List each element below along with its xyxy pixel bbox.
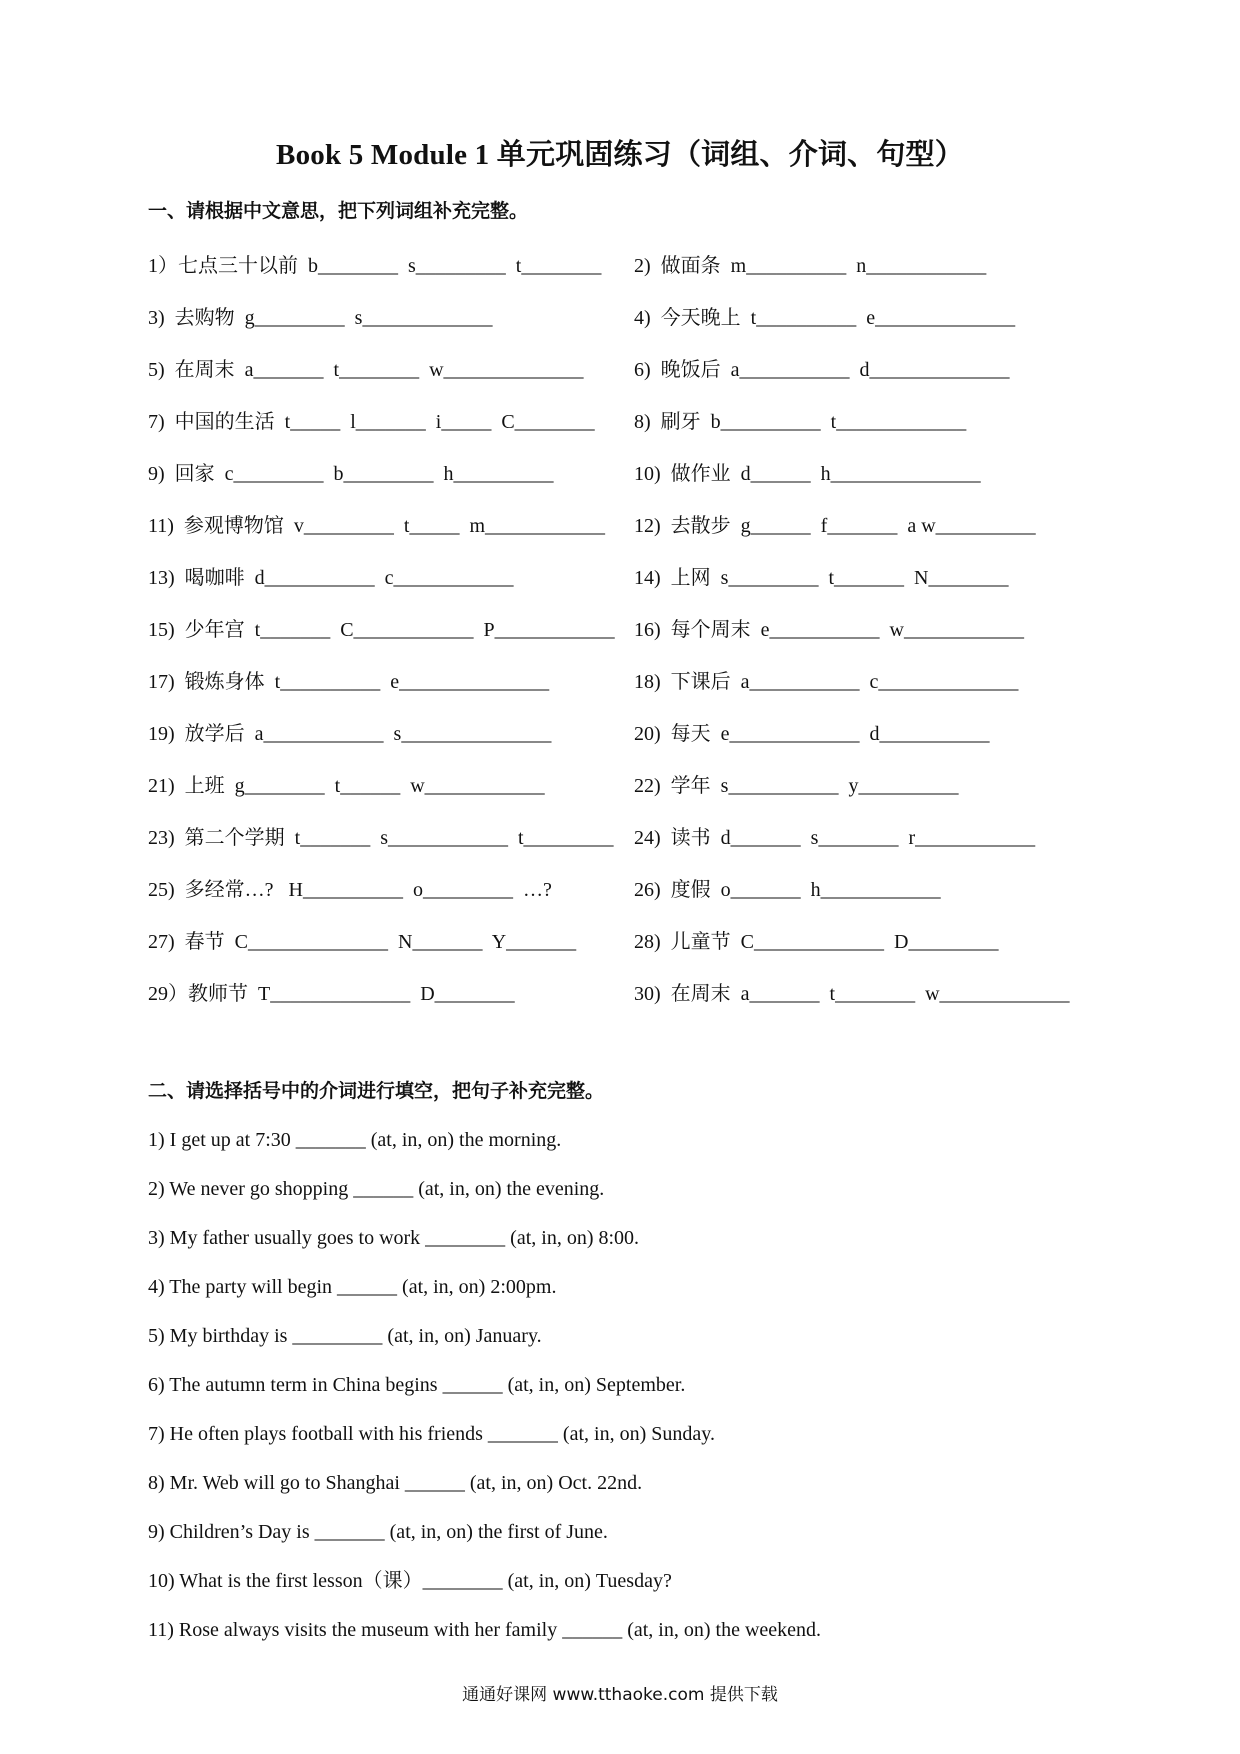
phrase-item: 28) 儿童节 C_____________ D_________ — [634, 931, 999, 953]
section2-heading: 二、请选择括号中的介词进行填空，把句子补充完整。 — [148, 1081, 605, 1102]
sentence-item: 7) He often plays football with his friends _______ (at, in, on) Sunday. — [148, 1423, 715, 1445]
sentence-item: 5) My birthday is _________ (at, in, on) January. — [148, 1325, 542, 1347]
phrase-item: 30) 在周末 a_______ t________ w_____________ — [634, 983, 1070, 1005]
sentence-item: 2) We never go shopping ______ (at, in, on) the evening. — [148, 1178, 605, 1200]
sentence-item: 6) The autumn term in China begins ______ (at, in, on) September. — [148, 1374, 686, 1396]
phrase-item: 26) 度假 o_______ h____________ — [634, 879, 941, 901]
phrase-item: 16) 每个周末 e___________ w____________ — [634, 619, 1024, 641]
phrase-item: 1）七点三十以前 b________ s_________ t________ — [148, 255, 602, 277]
phrase-item: 7) 中国的生活 t_____ l_______ i_____ C________ — [148, 411, 595, 433]
sentence-item: 3) My father usually goes to work ________ (at, in, on) 8:00. — [148, 1227, 640, 1249]
phrase-item: 27) 春节 C______________ N_______ Y_______ — [148, 931, 577, 953]
phrase-item: 6) 晚饭后 a___________ d______________ — [634, 359, 1010, 381]
phrase-exercise-list — [148, 252, 1108, 1032]
phrase-item: 23) 第二个学期 t_______ s____________ t_________ — [148, 827, 614, 849]
phrase-item: 11) 参观博物馆 v_________ t_____ m____________ — [148, 515, 606, 537]
section1-heading: 一、请根据中文意思，把下列词组补充完整。 — [148, 201, 529, 222]
phrase-item: 17) 锻炼身体 t__________ e_______________ — [148, 671, 550, 693]
preposition-exercise-list — [148, 1126, 1128, 1665]
page-title: Book 5 Module 1 单元巩固练习（词组、介词、句型） — [276, 139, 964, 171]
sentence-item: 10) What is the first lesson（课）________ (at, in, on) Tuesday? — [148, 1570, 672, 1592]
phrase-item: 29）教师节 T______________ D________ — [148, 983, 515, 1005]
phrase-item: 3) 去购物 g_________ s_____________ — [148, 307, 493, 329]
phrase-item: 14) 上网 s_________ t_______ N________ — [634, 567, 1009, 589]
phrase-item: 18) 下课后 a___________ c______________ — [634, 671, 1019, 693]
phrase-item: 12) 去散步 g______ f_______ a w__________ — [634, 515, 1036, 537]
sentence-item: 1) I get up at 7:30 _______ (at, in, on) the morning. — [148, 1129, 562, 1151]
phrase-item: 20) 每天 e_____________ d___________ — [634, 723, 990, 745]
phrase-item: 19) 放学后 a____________ s_______________ — [148, 723, 552, 745]
phrase-item: 10) 做作业 d______ h_______________ — [634, 463, 981, 485]
phrase-item: 8) 刷牙 b__________ t_____________ — [634, 411, 967, 433]
phrase-item: 21) 上班 g________ t______ w____________ — [148, 775, 545, 797]
phrase-item: 22) 学年 s___________ y__________ — [634, 775, 959, 797]
phrase-item: 24) 读书 d_______ s________ r____________ — [634, 827, 1036, 849]
sentence-item: 8) Mr. Web will go to Shanghai ______ (at, in, on) Oct. 22nd. — [148, 1472, 643, 1494]
phrase-item: 2) 做面条 m__________ n____________ — [634, 255, 987, 277]
sentence-item: 4) The party will begin ______ (at, in, on) 2:00pm. — [148, 1276, 557, 1298]
phrase-item: 9) 回家 c_________ b_________ h__________ — [148, 463, 554, 485]
sentence-item: 9) Children’s Day is _______ (at, in, on) the first of June. — [148, 1521, 608, 1543]
phrase-item: 13) 喝咖啡 d___________ c____________ — [148, 567, 514, 589]
phrase-item: 15) 少年宫 t_______ C____________ P____________ — [148, 619, 615, 641]
sentence-item: 11) Rose always visits the museum with her family ______ (at, in, on) the weekend. — [148, 1619, 822, 1641]
phrase-item: 25) 多经常…? H__________ o_________ …? — [148, 879, 552, 901]
page-footer: 通通好课网 www.tthaoke.com 提供下载 — [462, 1685, 778, 1705]
phrase-item: 4) 今天晚上 t__________ e______________ — [634, 307, 1016, 329]
phrase-item: 5) 在周末 a_______ t________ w______________ — [148, 359, 584, 381]
